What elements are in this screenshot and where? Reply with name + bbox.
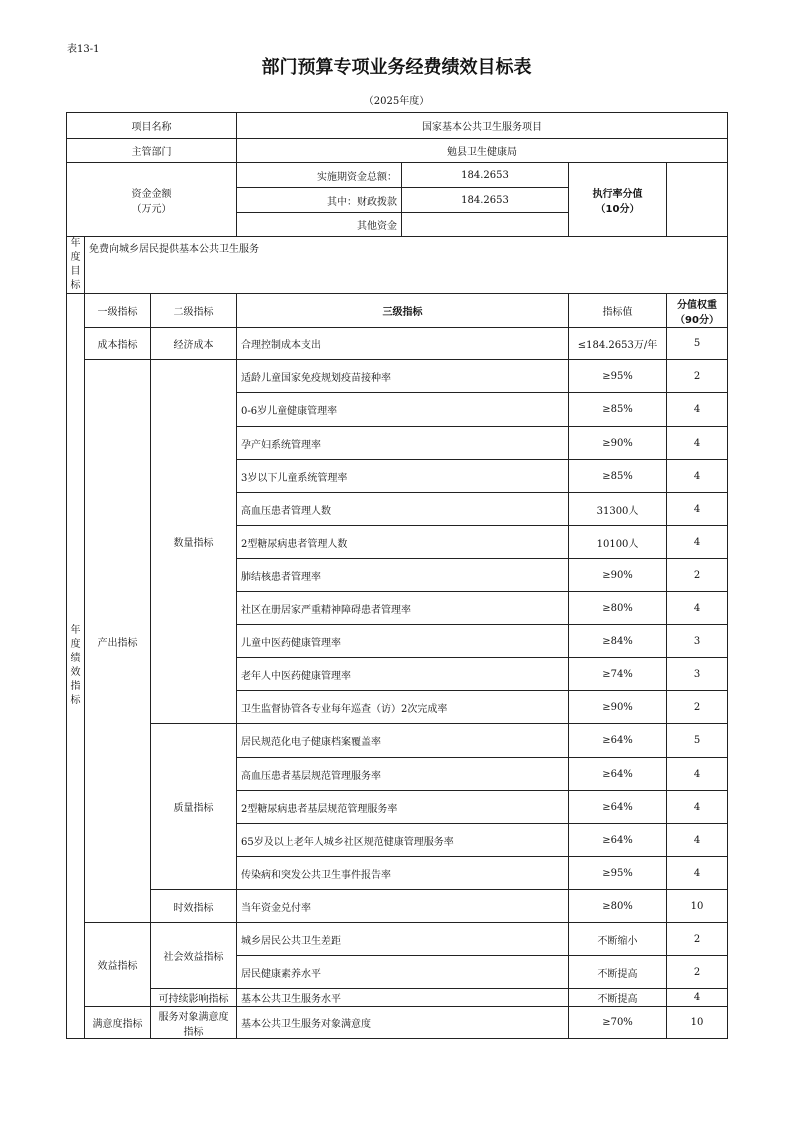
indicator-score: 2 (667, 360, 728, 393)
indicator-score: 4 (667, 857, 728, 890)
year-label: （2025年度） (363, 96, 430, 107)
indicator-score: 5 (667, 328, 728, 360)
timeliness-indicator-label: 时效指标 (151, 890, 237, 923)
indicator-value: ≥64% (569, 758, 667, 791)
indicator-value: 不断提高 (569, 956, 667, 989)
value-header: 指标值 (569, 294, 667, 328)
indicator-row (67, 328, 728, 360)
benefit-indicator-label: 效益指标 (85, 923, 151, 1007)
level3-header: 三级指标 (237, 294, 569, 328)
quality-indicator-label: 质量指标 (151, 724, 237, 890)
indicator-row (67, 923, 728, 956)
indicator-row (67, 1007, 728, 1039)
page-title: 部门预算专项业务经费绩效目标表 (261, 57, 532, 78)
indicator-row (67, 890, 728, 923)
exec-rate-label: 执行率分值 （10分） (569, 163, 667, 237)
indicator-value: ≥64% (569, 791, 667, 824)
indicator-value: ≥74% (569, 658, 667, 691)
indicator-value: ≥90% (569, 559, 667, 592)
indicator-score: 2 (667, 956, 728, 989)
indicator-name: 儿童中医药健康管理率 (237, 625, 569, 658)
other-fund-label: 其他资金 (237, 213, 402, 237)
indicator-score: 4 (667, 493, 728, 526)
indicator-name: 0-6岁儿童健康管理率 (237, 393, 569, 427)
indicator-score: 4 (667, 758, 728, 791)
annual-indicators-label: 年度绩效指标 (67, 294, 85, 1039)
indicator-name: 适龄儿童国家免疫规划疫苗接种率 (237, 360, 569, 393)
table-number: 表13-1 (67, 44, 100, 55)
indicator-name: 合理控制成本支出 (237, 328, 569, 360)
indicator-score: 10 (667, 1007, 728, 1039)
total-fund-label: 实施期资金总额： (237, 163, 402, 188)
dept-label: 主管部门 (67, 139, 237, 163)
indicator-row (67, 724, 728, 758)
indicator-score: 3 (667, 625, 728, 658)
indicator-value: ≥80% (569, 890, 667, 923)
indicator-value: ≥70% (569, 1007, 667, 1039)
indicator-score: 4 (667, 989, 728, 1007)
indicator-name: 孕产妇系统管理率 (237, 427, 569, 460)
indicator-name: 高血压患者基层规范管理服务率 (237, 758, 569, 791)
indicator-value: ≥84% (569, 625, 667, 658)
indicator-row (67, 989, 728, 1007)
indicator-score: 4 (667, 592, 728, 625)
quantity-indicator-label: 数量指标 (151, 360, 237, 724)
indicator-score: 4 (667, 427, 728, 460)
indicator-name: 2型糖尿病患者管理人数 (237, 526, 569, 559)
indicator-value: ≥85% (569, 460, 667, 493)
indicator-value: 10100人 (569, 526, 667, 559)
indicator-value: ≥90% (569, 427, 667, 460)
cost-indicator-label: 成本指标 (85, 328, 151, 360)
indicator-value: ≥90% (569, 691, 667, 724)
indicator-score: 3 (667, 658, 728, 691)
indicator-name: 肺结核患者管理率 (237, 559, 569, 592)
indicator-score: 4 (667, 393, 728, 427)
indicator-score: 5 (667, 724, 728, 758)
indicator-name: 老年人中医药健康管理率 (237, 658, 569, 691)
indicator-name: 卫生监督协管各专业每年巡查（访）2次完成率 (237, 691, 569, 724)
satisfaction-indicator-label: 满意度指标 (85, 1007, 151, 1039)
output-indicator-label: 产出指标 (85, 360, 151, 923)
annual-goal-value: 免费向城乡居民提供基本公共卫生服务 (85, 237, 728, 294)
indicator-score: 4 (667, 460, 728, 493)
indicator-name: 传染病和突发公共卫生事件报告率 (237, 857, 569, 890)
project-name-value: 国家基本公共卫生服务项目 (237, 113, 728, 139)
indicator-row (67, 360, 728, 393)
project-name-label: 项目名称 (67, 113, 237, 139)
indicator-score: 2 (667, 691, 728, 724)
indicator-score: 4 (667, 791, 728, 824)
fiscal-fund-label: 其中：财政拨款 (237, 188, 402, 213)
indicator-name: 基本公共卫生服务对象满意度 (237, 1007, 569, 1039)
indicator-name: 高血压患者管理人数 (237, 493, 569, 526)
indicator-name: 基本公共卫生服务水平 (237, 989, 569, 1007)
indicator-value: 不断提高 (569, 989, 667, 1007)
indicator-value: ≥80% (569, 592, 667, 625)
indicator-value: ≥95% (569, 857, 667, 890)
indicator-score: 2 (667, 923, 728, 956)
other-fund-value (402, 213, 569, 237)
indicator-value: ≥64% (569, 824, 667, 857)
indicator-score: 10 (667, 890, 728, 923)
indicator-score: 4 (667, 824, 728, 857)
service-satisfaction-label: 服务对象满意度指标 (151, 1007, 237, 1039)
indicator-value: ≤184.2653万/年 (569, 328, 667, 360)
economic-cost-label: 经济成本 (151, 328, 237, 360)
indicator-name: 居民规范化电子健康档案覆盖率 (237, 724, 569, 758)
total-fund-value: 184.2653 (402, 163, 569, 188)
indicator-score: 4 (667, 526, 728, 559)
indicator-score: 2 (667, 559, 728, 592)
indicator-value: ≥64% (569, 724, 667, 758)
performance-table (66, 112, 728, 1039)
annual-goal-label: 年度目标 (67, 237, 85, 294)
indicator-name: 当年资金兑付率 (237, 890, 569, 923)
indicator-value: 31300人 (569, 493, 667, 526)
indicator-value: 不断缩小 (569, 923, 667, 956)
indicator-value: ≥85% (569, 393, 667, 427)
indicator-name: 2型糖尿病患者基层规范管理服务率 (237, 791, 569, 824)
indicator-name: 居民健康素养水平 (237, 956, 569, 989)
dept-value: 勉县卫生健康局 (237, 139, 728, 163)
indicator-value: ≥95% (569, 360, 667, 393)
indicator-name: 3岁以下儿童系统管理率 (237, 460, 569, 493)
indicator-name: 社区在册居家严重精神障碍患者管理率 (237, 592, 569, 625)
social-benefit-label: 社会效益指标 (151, 923, 237, 989)
fund-amount-label: 资金金额 （万元） (67, 163, 237, 237)
sustainability-label: 可持续影响指标 (151, 989, 237, 1007)
indicator-name: 城乡居民公共卫生差距 (237, 923, 569, 956)
exec-rate-value (667, 163, 728, 237)
level1-header: 一级指标 (85, 294, 151, 328)
level2-header: 二级指标 (151, 294, 237, 328)
fiscal-fund-value: 184.2653 (402, 188, 569, 213)
indicator-name: 65岁及以上老年人城乡社区规范健康管理服务率 (237, 824, 569, 857)
weight-header: 分值权重 （90分） (667, 294, 728, 328)
